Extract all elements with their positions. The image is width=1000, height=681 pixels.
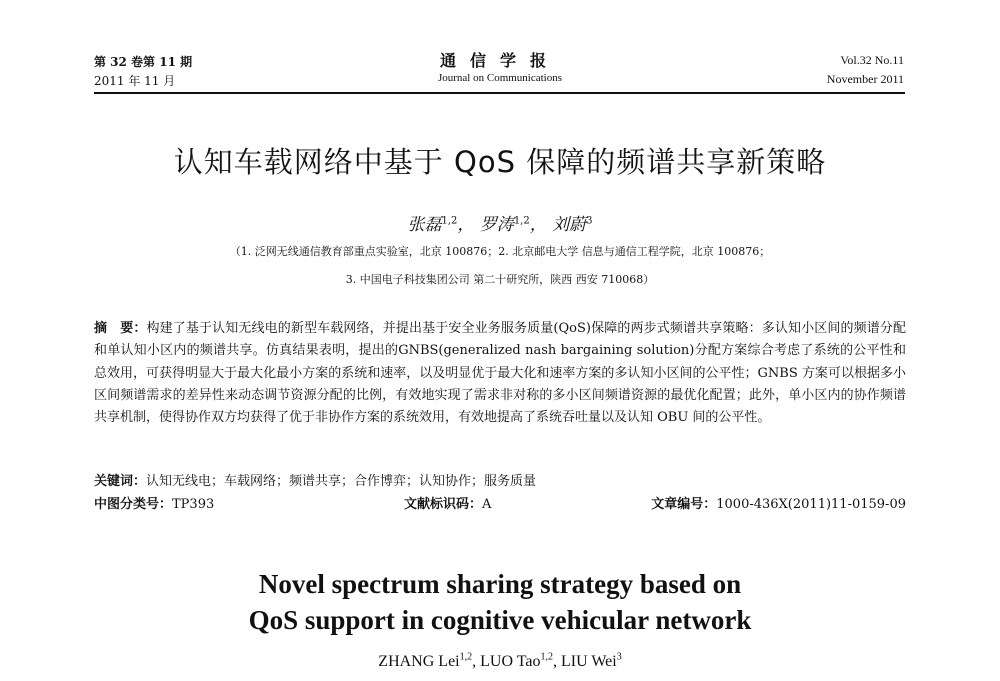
date-en: November 2011 <box>826 72 904 86</box>
paper-title-en-line-2: QoS support in cognitive vehicular network <box>248 605 752 635</box>
header-rule <box>94 92 905 94</box>
journal-name-zh: 通信学报 <box>439 51 560 70</box>
journal-name-en: Journal on Communications <box>437 72 563 84</box>
article-number: 文章编号：1000-436X(2011)11-0159-09 <box>651 497 906 512</box>
date-zh: 2011 年 11 月 <box>94 74 176 88</box>
paper-title-zh: 认知车载网络中基于 QoS 保障的频谱共享新策略 <box>173 145 827 179</box>
keywords <box>94 470 906 489</box>
keywords-text: 认知无线电；车载网络；频谱共享；合作博弈；认知协作；服务质量 <box>146 474 537 489</box>
affiliation-line-2: 3. 中国电子科技集团公司 第二十研究所，陕西 西安 710068） <box>345 273 655 286</box>
abstract <box>94 318 906 429</box>
author-zh-1: 张磊$^{1,2}$， <box>407 215 475 235</box>
paper-title-en <box>0 566 1000 638</box>
author-en-1: ZHANG Lei$^{1,2}$, <box>378 652 481 671</box>
keywords-label: 关键词： <box>94 474 147 489</box>
paper-title-en-line-1: Novel spectrum sharing strategy based on <box>258 569 742 599</box>
abstract-label: 摘 要： <box>94 321 147 336</box>
affiliation-line-1: （1. 泛网无线通信教育部重点实验室，北京 100876；2. 北京邮电大学 信息与通信工程学院，北京 100876； <box>229 245 771 258</box>
abstract-text: 构建了基于认知无线电的新型车载网络，并提出基于安全业务服务质量(QoS)保障的两步式频谱共享策略：多认知小区间的频谱分配和单认知小区内的频谱共享。仿真结果表明，提出的GNBS(generalized nash bargaining solution)分配方案综合考虑了系统的公平性和总效用，可获得明显大于最大化最小方案的系统和速率，以及明显优于最大化和速率方案的多认知小区间的公平性；GNBS 方案可以根据多小区间频谱需求的差异性来动态调节资源分配的比例，有效地实现了需求非对称的多小区间频谱资源的最优化配置；此外，单小区内的协作频谱共享机制，使得协作双方均获得了优于非协作方案的系统效用，有效地提高了系统吞吐量以及认知 OBU 间的公平性。 <box>94 321 906 426</box>
author-en-2: LUO Tao$^{1,2}$, <box>480 652 561 671</box>
document-code: 文献标识码：A <box>404 497 492 512</box>
authors-en <box>0 652 1000 671</box>
clc-number: 中图分类号：TP393 <box>94 497 215 512</box>
classification-row <box>94 493 906 513</box>
author-zh-3: 刘蔚$^3$ <box>552 215 593 235</box>
volume-issue-en: Vol.32 No.11 <box>840 53 904 67</box>
volume-issue-zh: 第 32 卷第 11 期 <box>94 55 193 69</box>
authors-zh <box>0 210 1000 235</box>
author-en-3: LIU Wei$^3$ <box>560 652 622 671</box>
author-zh-2: 罗涛$^{1,2}$， <box>479 215 547 235</box>
